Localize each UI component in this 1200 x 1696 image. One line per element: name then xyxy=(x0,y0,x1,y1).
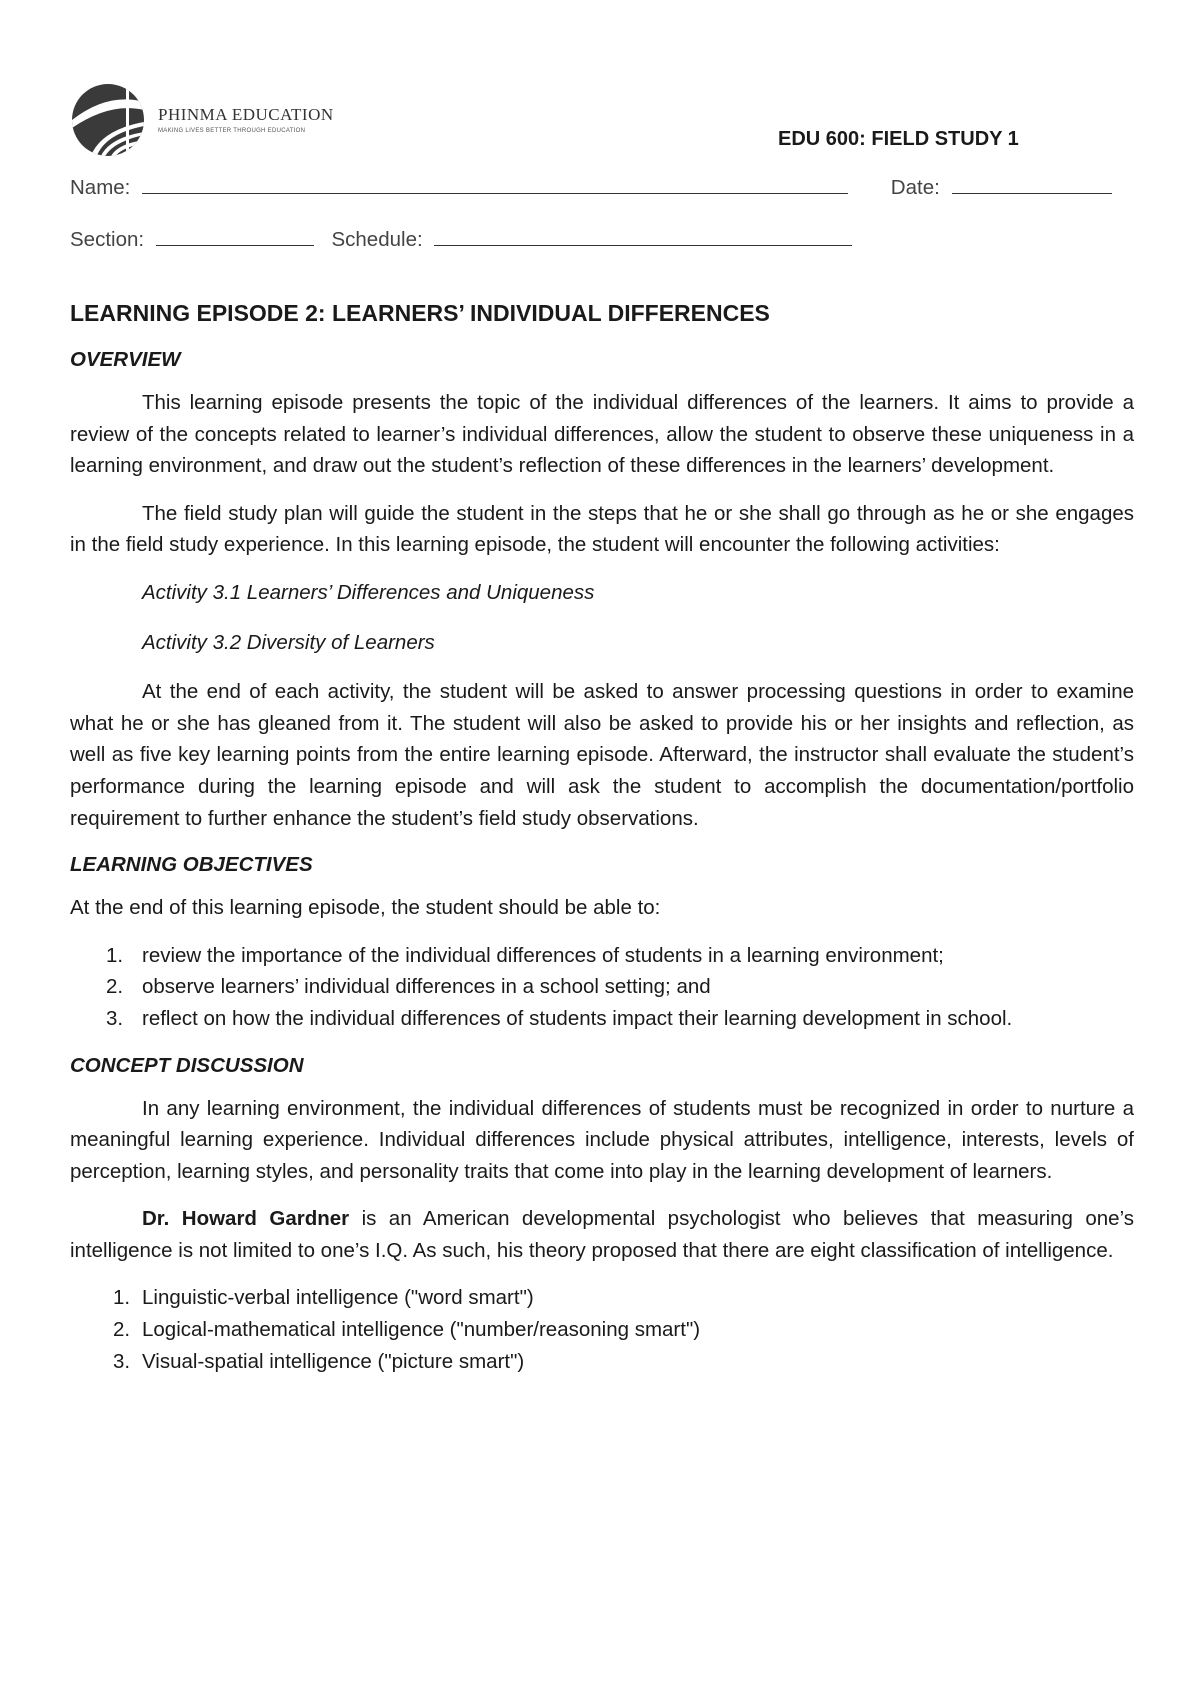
list-item-text: Linguistic-verbal intelligence ("word smart") xyxy=(142,1286,534,1310)
list-item xyxy=(70,1346,1134,1378)
gardner-name: Dr. Howard Gardner xyxy=(142,1207,350,1231)
list-item xyxy=(70,971,1134,1003)
logo-title: PHINMA EDUCATION xyxy=(158,105,334,124)
schedule-label: Schedule: xyxy=(331,228,423,251)
list-item-number: 2. xyxy=(106,975,124,999)
objectives-heading: LEARNING OBJECTIVES xyxy=(70,853,313,877)
list-item xyxy=(70,1282,1134,1314)
course-code: EDU 600: FIELD STUDY 1 xyxy=(778,128,1019,150)
schedule-field[interactable] xyxy=(434,229,852,246)
overview-heading: OVERVIEW xyxy=(70,348,181,371)
logo-tagline: MAKING LIVES BETTER THROUGH EDUCATION xyxy=(158,128,306,134)
list-item-number: 3. xyxy=(106,1006,124,1030)
date-label: Date: xyxy=(890,176,940,199)
objectives-list xyxy=(70,940,1134,1035)
objectives-intro: At the end of this learning episode, the student should be able to: xyxy=(70,896,661,920)
concept-paragraph-1: In any learning environment, the individual differences of students must be recognized in order to nurture a meaningful learning experience. Individual differences include physical attributes, intelligence, interests, levels of perception, learning styles, and personality traits that come into play in the learning development of learners. xyxy=(70,1096,1134,1183)
list-item-number: 1. xyxy=(113,1286,131,1310)
list-item-number: 1. xyxy=(106,943,124,967)
date-field[interactable] xyxy=(952,177,1112,194)
list-item xyxy=(70,940,1134,972)
list-item-text: Visual-spatial intelligence ("picture smart") xyxy=(142,1349,525,1373)
name-date-line xyxy=(70,176,1112,200)
list-item-text: Logical-mathematical intelligence ("number/reasoning smart") xyxy=(142,1318,701,1342)
document-body xyxy=(70,298,1134,1393)
section-schedule-line xyxy=(70,228,852,252)
list-item-text: reflect on how the individual differences of students impact their learning development in school. xyxy=(142,1006,1013,1030)
list-item-number: 2. xyxy=(113,1318,131,1342)
list-item-number: 3. xyxy=(113,1349,131,1373)
overview-paragraph-3: At the end of each activity, the student will be asked to answer processing questions in order to examine what he or she has gleaned from it. The student will also be asked to provide his or her insights and reflection, as well as five key learning points from the entire learning episode. Afterward, the instructor shall evaluate the student’s performance during the learning episode and will ask the student to accomplish the documentation/portfolio requirement to further enhance the student’s field study observations. xyxy=(70,680,1134,830)
list-item-text: observe learners’ individual differences in a school setting; and xyxy=(142,975,711,999)
activity-item-2: Activity 3.2 Diversity of Learners xyxy=(142,630,435,654)
overview-paragraph-2: The field study plan will guide the student in the steps that he or she shall go through as he or she engages in the field study experience. In this learning episode, the student will encounter the following activities: xyxy=(70,501,1134,557)
list-item xyxy=(70,1314,1134,1346)
episode-title: LEARNING EPISODE 2: LEARNERS’ INDIVIDUAL DIFFERENCES xyxy=(70,300,770,326)
gardner-description: is an American developmental psychologist who believes that measuring one’s intelligence is not limited to one’s I.Q. As such, his theory proposed that there are eight classification of intelligence. xyxy=(70,1207,1135,1262)
intelligence-list xyxy=(70,1282,1134,1377)
concept-paragraph-2 xyxy=(70,1203,1134,1266)
overview-paragraph-1: This learning episode presents the topic of the individual differences of the learners. It aims to provide a review of the concepts related to learner’s individual differences, allow the student to observe these uniqueness in a learning environment, and draw out the student’s reflection of these differences in the learners’ development. xyxy=(70,391,1134,478)
phinma-emblem-icon xyxy=(70,82,154,162)
section-field[interactable] xyxy=(156,229,314,246)
name-field[interactable] xyxy=(142,177,848,194)
name-label: Name: xyxy=(70,176,131,199)
phinma-logo xyxy=(70,82,334,162)
list-item xyxy=(70,1003,1134,1035)
activity-item-1: Activity 3.1 Learners’ Differences and Uniqueness xyxy=(142,580,595,604)
section-label: Section: xyxy=(70,228,145,251)
concept-heading: CONCEPT DISCUSSION xyxy=(70,1053,304,1077)
list-item-text: review the importance of the individual differences of students in a learning environment; xyxy=(142,943,944,967)
